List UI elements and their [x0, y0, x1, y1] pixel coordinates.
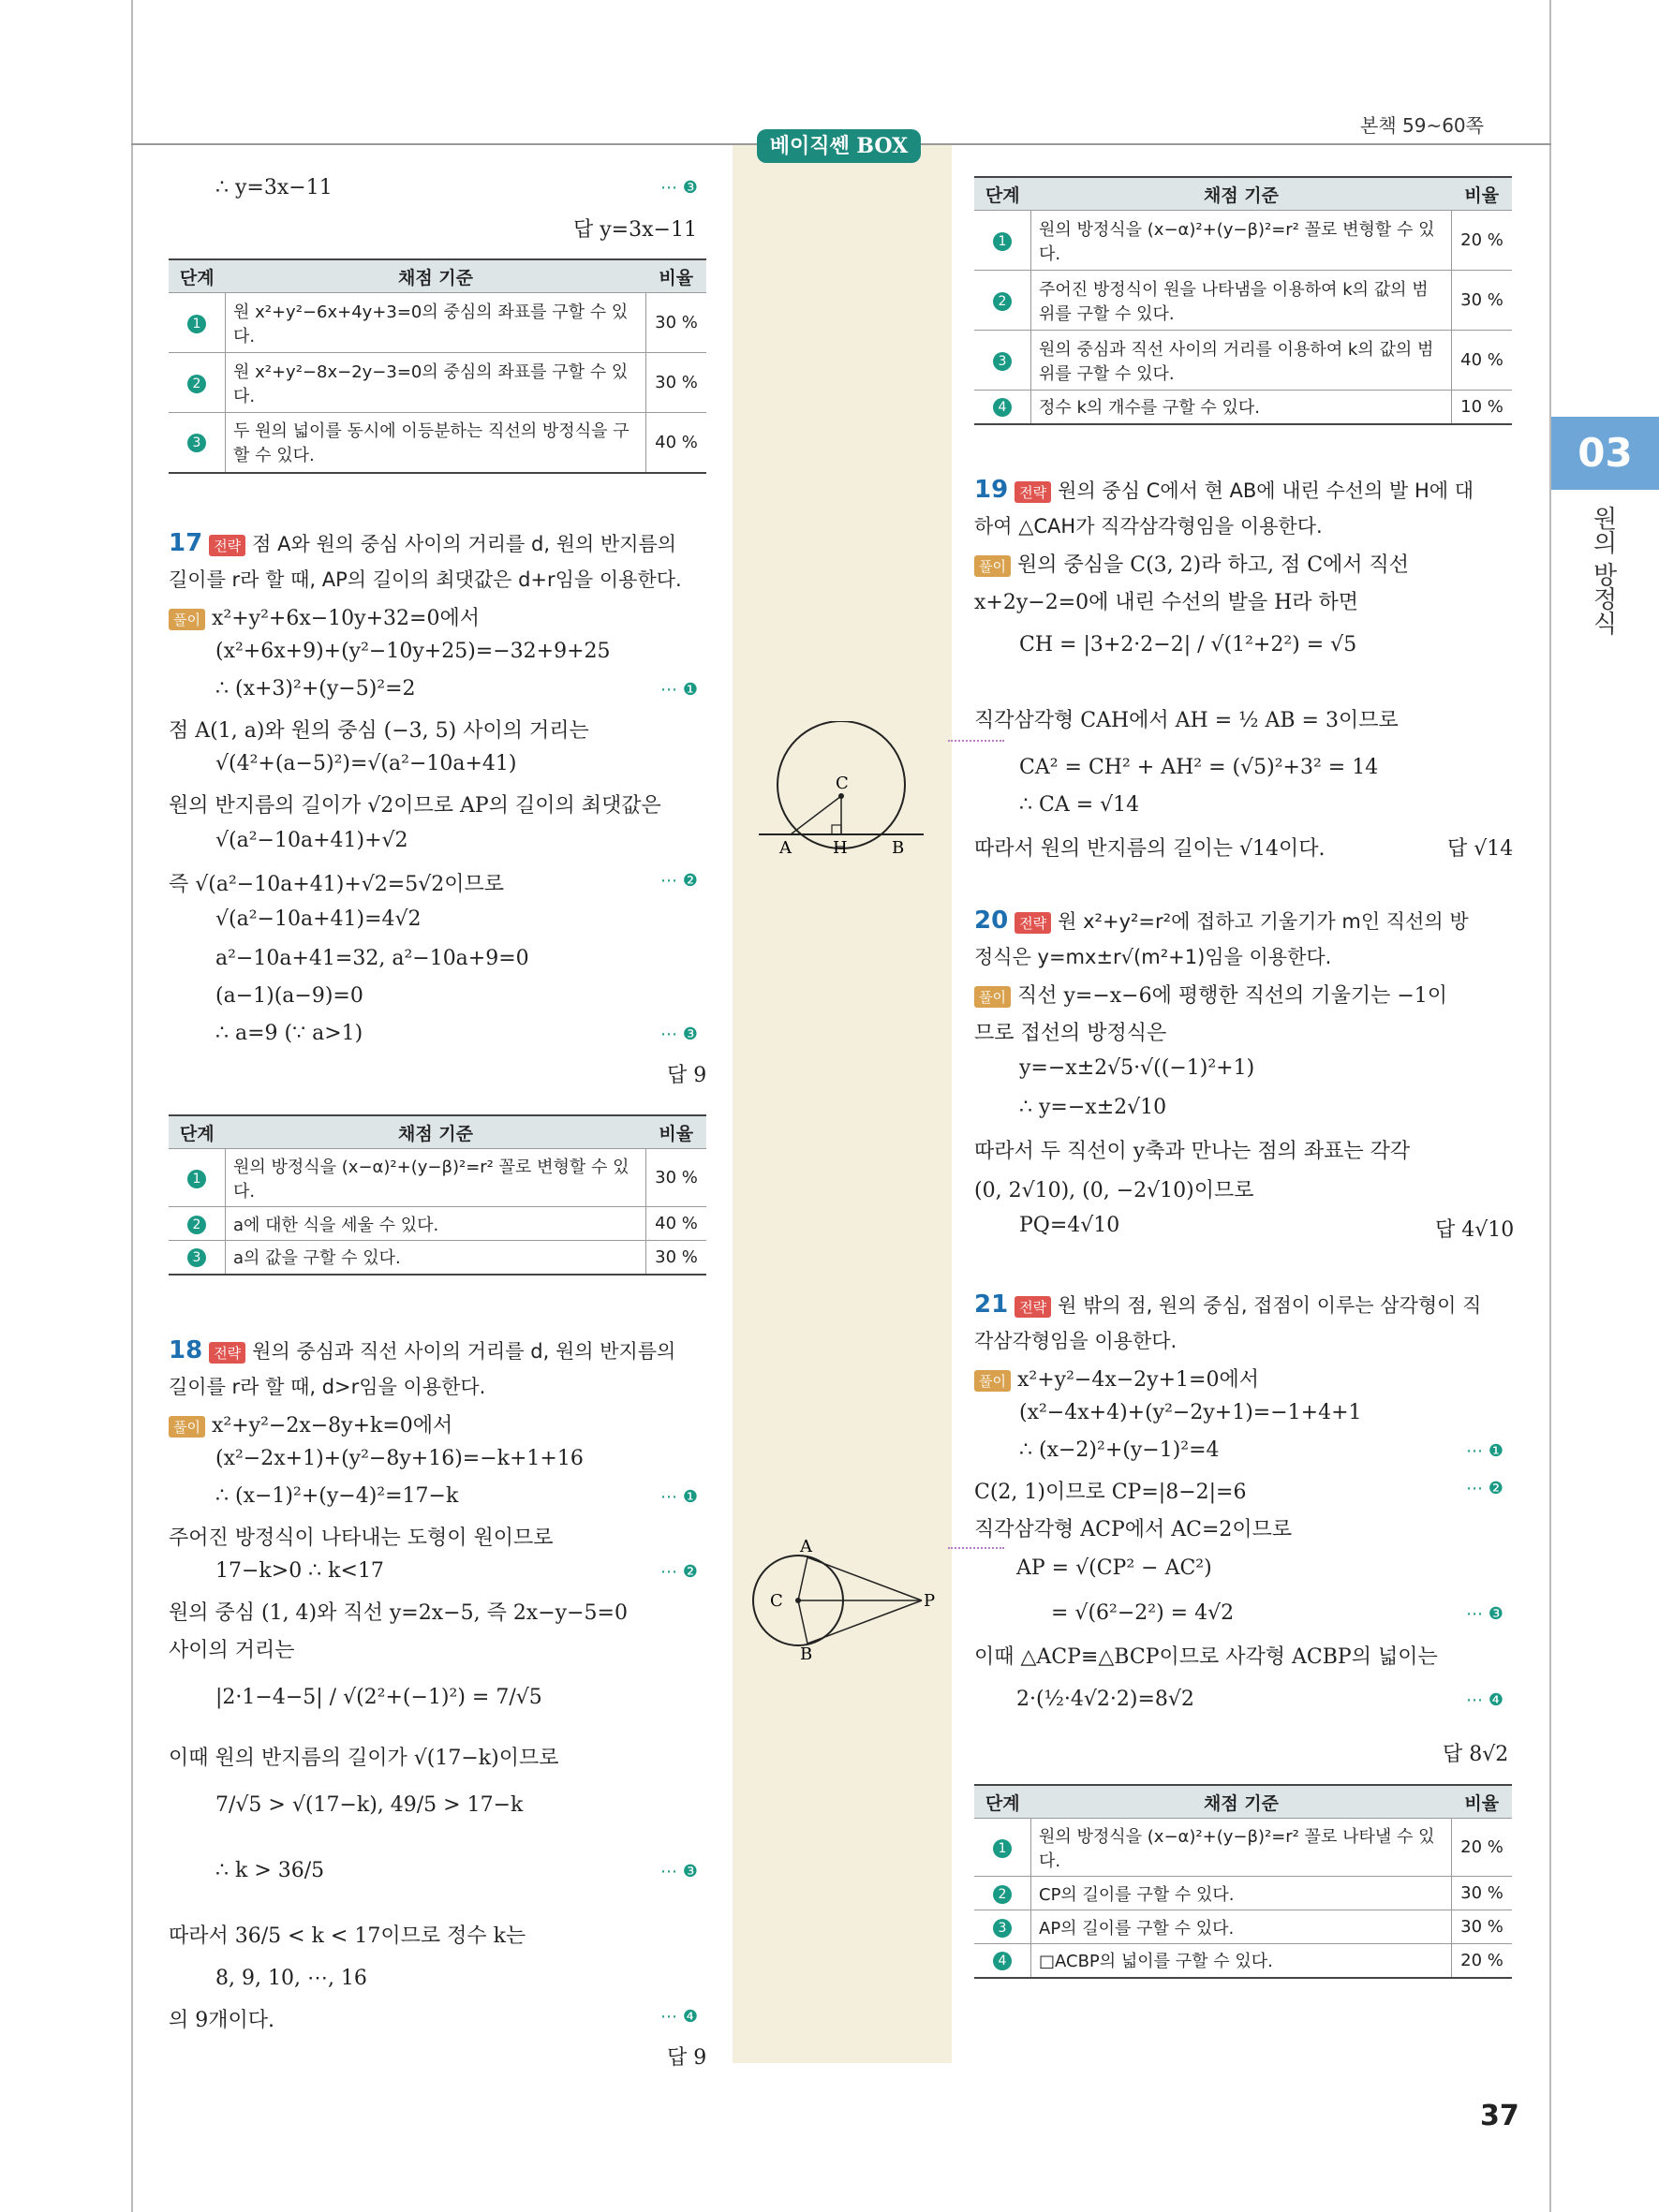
strategy-tag: 전략: [1015, 912, 1051, 934]
label-A: A: [800, 1537, 812, 1556]
ratio: 40 %: [1452, 331, 1513, 391]
step-marker: ⋯ ❷: [660, 1562, 698, 1582]
connector-line: [948, 1547, 1004, 1549]
eq-line: 직각삼각형 ACP에서 AC=2이므로: [974, 1518, 1293, 1541]
criterion: 원 x²+y²−6x+4y+3=0의 중심의 좌표를 구할 수 있다.: [226, 293, 646, 353]
criterion: 주어진 방정식이 원을 나타냄을 이용하여 k의 값의 범위를 구할 수 있다.: [1031, 271, 1452, 331]
question-number: 21: [974, 1290, 1009, 1319]
col-header: 단계: [169, 259, 226, 293]
chapter-title: 원의 방정식: [1589, 506, 1617, 636]
hint-line: 각삼각형임을 이용한다.: [974, 1330, 1178, 1352]
page-reference: 본책 59~60쪽: [1360, 114, 1484, 137]
criterion: 원의 방정식을 (x−α)²+(y−β)²=r² 꼴로 변형할 수 있다.: [1031, 211, 1452, 271]
eq-line: 따라서 두 직선이 y축과 만나는 점의 좌표는 각각: [974, 1140, 1411, 1163]
answer: 답 y=3x−11: [573, 218, 697, 242]
step-marker: ⋯ ❶: [660, 1487, 698, 1507]
eq-line: 주어진 방정식이 나타내는 도형이 원이므로: [169, 1526, 554, 1550]
ratio: 30 %: [646, 1241, 707, 1275]
strategy-tag: 전략: [209, 535, 245, 556]
eq-line: = √(6²−2²) = 4√2: [1051, 1601, 1235, 1625]
eq-line: 8, 9, 10, ⋯, 16: [215, 1967, 367, 1990]
eq-line: ∴ (x−1)²+(y−4)²=17−k: [215, 1484, 459, 1508]
strategy-tag: 전략: [1015, 1296, 1051, 1318]
eq-line: ∴ k > 36/5: [215, 1859, 325, 1882]
step-marker: ⋯ ❹: [660, 2007, 698, 2027]
connector-line: [948, 740, 1004, 742]
hint-line: 원의 중심 C에서 현 AB에 내린 수선의 발 H에 대: [1058, 479, 1474, 502]
step-number: 1: [993, 1839, 1012, 1858]
ratio: 10 %: [1452, 391, 1513, 424]
eq-line: x+2y−2=0에 내린 수선의 발을 H라 하면: [974, 591, 1359, 614]
label-A: A: [779, 838, 792, 858]
eq-line: √(4²+(a−5)²)=√(a²−10a+41): [215, 752, 517, 775]
solution-tag: 풀이: [974, 1370, 1011, 1392]
eq-line: 사이의 거리는: [169, 1639, 295, 1662]
box-label: 베이직쎈 BOX: [757, 129, 921, 163]
hint-line: 원의 중심과 직선 사이의 거리를 d, 원의 반지름의: [252, 1340, 676, 1363]
question-number: 20: [974, 907, 1009, 935]
figure-tangent-lines: [740, 1531, 946, 1662]
step-marker: ⋯ ❸: [660, 1025, 698, 1044]
eq-line: x²+y²−2x−8y+k=0에서: [211, 1414, 453, 1438]
grading-table-18: [974, 176, 1512, 425]
hint-line: 정식은 y=mx±r√(m²+1)임을 이용한다.: [974, 946, 1332, 968]
eq-line: (0, 2√10), (0, −2√10)이므로: [974, 1179, 1254, 1202]
col-header: 비율: [646, 259, 707, 293]
eq-line: 직선 y=−x−6에 평행한 직선의 기울기는 −1이: [1016, 984, 1448, 1008]
eq-line: x²+y²−4x−2y+1=0에서: [1016, 1368, 1259, 1392]
eq-line: CH = |3+2·2−2| / √(1²+2²) = √5: [1019, 633, 1357, 656]
question-17-header: [169, 529, 676, 557]
step-marker: ⋯ ❸: [660, 178, 698, 198]
eq-line: 이때 △ACP≡△BCP이므로 사각형 ACBP의 넓이는: [974, 1645, 1438, 1669]
eq-line: √(a²−10a+41)=4√2: [215, 907, 422, 931]
eq-line: y=−x±2√5·√((−1)²+1): [1019, 1056, 1255, 1080]
hint-line: 하여 △CAH가 직각삼각형임을 이용한다.: [974, 515, 1323, 538]
eq-line: 므로 접선의 방정식은: [974, 1022, 1167, 1045]
eq-line: 원의 중심 (1, 4)와 직선 y=2x−5, 즉 2x−y−5=0: [169, 1601, 628, 1625]
criterion: 원의 방정식을 (x−α)²+(y−β)²=r² 꼴로 나타낼 수 있다.: [1031, 1819, 1452, 1877]
solution-line: [974, 1364, 1259, 1393]
col-header: 비율: [646, 1115, 707, 1149]
question-number: 19: [974, 476, 1009, 504]
hint-line: 원 x²+y²=r²에 접하고 기울기가 m인 직선의 방: [1058, 910, 1469, 933]
hint-line: 길이를 r라 할 때, d>r임을 이용한다.: [169, 1376, 486, 1398]
eq-line: ∴ y=−x±2√10: [1019, 1096, 1167, 1119]
criterion: a의 값을 구할 수 있다.: [226, 1241, 646, 1275]
eq-line: 따라서 36/5 < k < 17이므로 정수 k는: [169, 1924, 526, 1948]
solution-line: [169, 602, 480, 631]
criterion: 정수 k의 개수를 구할 수 있다.: [1031, 391, 1452, 424]
col-header: 단계: [169, 1115, 226, 1149]
ratio: 30 %: [1452, 271, 1513, 331]
col-header: 비율: [1452, 1785, 1513, 1819]
label-B: B: [800, 1644, 813, 1662]
hint-line: 길이를 r라 할 때, AP의 길이의 최댓값은 d+r임을 이용한다.: [169, 568, 682, 591]
question-21-header: [974, 1290, 1481, 1319]
eq-line: (x²−2x+1)+(y²−8y+16)=−k+1+16: [215, 1447, 584, 1470]
grading-table-21: [974, 1784, 1512, 1979]
label-B: B: [892, 838, 905, 858]
ratio: 30 %: [646, 353, 707, 413]
strategy-tag: 전략: [1015, 481, 1051, 503]
page-number: 37: [1480, 2100, 1519, 2132]
label-C: C: [770, 1591, 783, 1611]
eq-line: √(a²−10a+41)+√2: [215, 829, 408, 852]
eq-line: 7/√5 > √(17−k), 49/5 > 17−k: [215, 1793, 524, 1817]
eq-line: ∴ CA = √14: [1019, 793, 1140, 817]
eq-line: 원의 반지름의 길이가 √2이므로 AP의 길이의 최댓값은: [169, 794, 661, 818]
question-number: 18: [169, 1336, 203, 1364]
eq-line: 2·(½·4√2·2)=8√2: [1016, 1688, 1194, 1711]
solution-tag: 풀이: [974, 986, 1011, 1008]
col-header: 채점 기준: [226, 1115, 646, 1149]
eq-line: 점 A(1, a)와 원의 중심 (−3, 5) 사이의 거리는: [169, 719, 589, 743]
hint-line: 점 A와 원의 중심 사이의 거리를 d, 원의 반지름의: [252, 533, 677, 555]
eq-line: ∴ y=3x−11: [215, 176, 333, 199]
center-box-panel: [733, 143, 952, 2063]
solution-tag: 풀이: [169, 609, 205, 630]
ratio: 20 %: [1452, 1819, 1513, 1877]
eq-line: PQ=4√10: [1019, 1214, 1120, 1237]
solution-tag: 풀이: [974, 555, 1011, 577]
eq-line: CA² = CH² + AH² = (√5)²+3² = 14: [1019, 756, 1379, 779]
eq-line: 직각삼각형 CAH에서 AH = ½ AB = 3이므로: [974, 709, 1399, 732]
solution-line: [169, 1409, 452, 1438]
step-number: 4: [993, 398, 1012, 417]
ratio: 40 %: [646, 1207, 707, 1241]
criterion: a에 대한 식을 세울 수 있다.: [226, 1207, 646, 1241]
answer: 답 4√10: [1435, 1218, 1515, 1242]
criterion: 두 원의 넓이를 동시에 이등분하는 직선의 방정식을 구할 수 있다.: [226, 413, 646, 473]
hint-line: 원 밖의 점, 원의 중심, 접점이 이루는 삼각형이 직: [1058, 1294, 1482, 1317]
criterion: AP의 길이를 구할 수 있다.: [1031, 1910, 1452, 1944]
ratio: 20 %: [1452, 1944, 1513, 1978]
answer: 답 9: [667, 1064, 707, 1087]
step-number: 2: [993, 1885, 1012, 1904]
col-header: 채점 기준: [226, 259, 646, 293]
step-marker: ⋯ ❶: [660, 680, 698, 700]
eq-line: 의 9개이다.: [169, 2009, 274, 2032]
eq-line: (x²+6x+9)+(y²−10y+25)=−32+9+25: [215, 640, 611, 663]
col-header: 비율: [1452, 177, 1513, 211]
eq-line: C(2, 1)이므로 CP=|8−2|=6: [974, 1481, 1247, 1504]
ratio: 30 %: [1452, 1877, 1513, 1910]
ratio: 30 %: [646, 1149, 707, 1207]
step-number: 3: [993, 352, 1012, 371]
eq-line: (a−1)(a−9)=0: [215, 984, 363, 1008]
chapter-tab: 03: [1551, 417, 1659, 490]
eq-line: 17−k>0 ∴ k<17: [215, 1559, 384, 1583]
ratio: 20 %: [1452, 211, 1513, 271]
step-marker: ⋯ ❷: [1466, 1479, 1503, 1498]
eq-line: (x²−4x+4)+(y²−2y+1)=−1+4+1: [1019, 1401, 1362, 1424]
criterion: CP의 길이를 구할 수 있다.: [1031, 1877, 1452, 1910]
step-number: 1: [993, 232, 1012, 251]
question-20-header: [974, 907, 1469, 935]
step-marker: ⋯ ❷: [660, 871, 698, 891]
step-number: 2: [187, 375, 206, 393]
step-number: 3: [187, 1248, 206, 1267]
eq-line: a²−10a+41=32, a²−10a+9=0: [215, 947, 529, 970]
ratio: 30 %: [1452, 1910, 1513, 1944]
criterion: □ACBP의 넓이를 구할 수 있다.: [1031, 1944, 1452, 1978]
step-number: 2: [187, 1216, 206, 1234]
page-edge-right: [1549, 0, 1551, 2212]
step-marker: ⋯ ❸: [660, 1862, 698, 1881]
col-header: 채점 기준: [1031, 1785, 1452, 1819]
col-header: 단계: [974, 177, 1031, 211]
ratio: 30 %: [646, 293, 707, 353]
step-number: 4: [993, 1952, 1012, 1970]
step-number: 3: [187, 434, 206, 452]
figure-circle-chord: [749, 721, 937, 862]
eq-line: ∴ (x+3)²+(y−5)²=2: [215, 677, 416, 700]
eq-line: ∴ (x−2)²+(y−1)²=4: [1019, 1438, 1220, 1462]
eq-line: 원의 중심을 C(3, 2)라 하고, 점 C에서 직선: [1016, 553, 1410, 577]
step-number: 1: [187, 1170, 206, 1188]
answer: 답 8√2: [1443, 1743, 1509, 1766]
criterion: 원의 방정식을 (x−α)²+(y−β)²=r² 꼴로 변형할 수 있다.: [226, 1149, 646, 1207]
eq-line: 이때 원의 반지름의 길이가 √(17−k)이므로: [169, 1747, 559, 1770]
col-header: 채점 기준: [1031, 177, 1452, 211]
step-number: 3: [993, 1919, 1012, 1938]
page-edge-left: [131, 0, 133, 2212]
grading-table-16: [169, 258, 706, 474]
strategy-tag: 전략: [209, 1342, 245, 1364]
eq-line: x²+y²+6x−10y+32=0에서: [211, 607, 480, 630]
solution-line: [974, 980, 1447, 1009]
label-H: H: [833, 838, 848, 858]
step-marker: ⋯ ❸: [1466, 1604, 1503, 1624]
question-18-header: [169, 1336, 675, 1364]
step-marker: ⋯ ❶: [1466, 1441, 1503, 1461]
answer: 답 √14: [1447, 837, 1514, 861]
col-header: 단계: [974, 1785, 1031, 1819]
eq-line: 즉 √(a²−10a+41)+√2=5√2이므로: [169, 873, 504, 896]
ratio: 40 %: [646, 413, 707, 473]
eq-line: |2·1−4−5| / √(2²+(−1)²) = 7/√5: [215, 1686, 542, 1709]
question-19-header: [974, 476, 1474, 504]
grading-table-17: [169, 1114, 706, 1276]
label-C: C: [836, 774, 849, 793]
eq-line: 따라서 원의 반지름의 길이는 √14이다.: [974, 837, 1326, 861]
label-P: P: [924, 1591, 936, 1611]
question-number: 17: [169, 529, 203, 557]
eq-line: AP = √(CP² − AC²): [1016, 1556, 1212, 1580]
criterion: 원 x²+y²−8x−2y−3=0의 중심의 좌표를 구할 수 있다.: [226, 353, 646, 413]
solution-tag: 풀이: [169, 1416, 205, 1438]
solution-line: [974, 549, 1409, 578]
step-number: 2: [993, 292, 1012, 311]
step-number: 1: [187, 315, 206, 333]
eq-line: ∴ a=9 (∵ a>1): [215, 1022, 363, 1045]
answer: 답 9: [667, 2046, 707, 2070]
criterion: 원의 중심과 직선 사이의 거리를 이용하여 k의 값의 범위를 구할 수 있다.: [1031, 331, 1452, 391]
step-marker: ⋯ ❹: [1466, 1690, 1503, 1710]
